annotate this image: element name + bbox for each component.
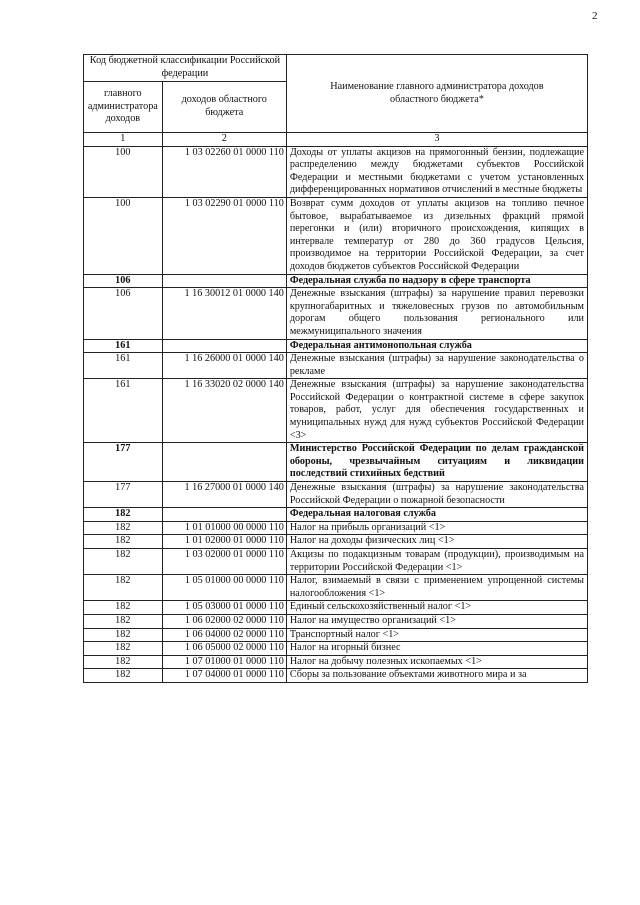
admin-code-cell: 182: [84, 601, 163, 615]
income-name-cell: Министерство Российской Федерации по делам гражданской обороны, чрезвычайным ситуациям и ликвидации последствий стихийных бедствий: [286, 443, 587, 482]
income-name-cell: Акцизы по подакцизным товарам (продукции), производимым на территории Российской Федерации <1>: [286, 549, 587, 575]
income-code-cell: 1 06 02000 02 0000 110: [162, 614, 286, 628]
admin-code-cell: 182: [84, 642, 163, 656]
income-name-cell: Денежные взыскания (штрафы) за нарушение законодательства о рекламе: [286, 353, 587, 379]
table-row: [84, 146, 588, 197]
income-code-cell: 1 07 04000 01 0000 110: [162, 669, 286, 683]
table-row: [84, 353, 588, 379]
income-code-cell: 1 03 02260 01 0000 110: [162, 146, 286, 197]
income-name-cell: Налог на игорный бизнес: [286, 642, 587, 656]
income-code-cell: 1 03 02000 01 0000 110: [162, 549, 286, 575]
table-row: [84, 443, 588, 482]
income-name-cell: Налог на имущество организаций <1>: [286, 614, 587, 628]
admin-code-cell: 106: [84, 288, 163, 339]
table-row: [84, 339, 588, 353]
page-number: 2: [592, 10, 598, 22]
income-code-cell: 1 05 03000 01 0000 110: [162, 601, 286, 615]
admin-code-cell: 177: [84, 443, 163, 482]
income-name-cell: Налог на доходы физических лиц <1>: [286, 535, 587, 549]
table-row: [84, 642, 588, 656]
header-admin-cell: главного администратора доходов: [84, 82, 163, 133]
income-name-cell: Денежные взыскания (штрафы) за нарушение законодательства Российской Федерации о контрактной системе в сфере закупок товаров, работ, услуг для обеспечения государственных и муниципальных нужд для нужд субъектов Российской Федерации <3>: [286, 379, 587, 443]
income-name-cell: Транспортный налог <1>: [286, 628, 587, 642]
income-code-cell: [162, 508, 286, 522]
column-number-3: 3: [286, 133, 587, 147]
admin-code-cell: 182: [84, 535, 163, 549]
income-name-cell: Налог на добычу полезных ископаемых <1>: [286, 655, 587, 669]
header-row-group: [84, 55, 588, 82]
budget-classification-table: [83, 54, 588, 683]
admin-code-cell: 182: [84, 655, 163, 669]
admin-code-cell: 182: [84, 669, 163, 683]
admin-code-cell: 106: [84, 274, 163, 288]
income-name-cell: Налог на прибыль организаций <1>: [286, 521, 587, 535]
table-row: [84, 521, 588, 535]
table-row: [84, 508, 588, 522]
table-row: [84, 669, 588, 683]
income-code-cell: 1 16 26000 01 0000 140: [162, 353, 286, 379]
table-row: [84, 601, 588, 615]
income-name-cell: Налог, взимаемый в связи с применением упрощенной системы налогообложения <1>: [286, 575, 587, 601]
income-code-cell: [162, 274, 286, 288]
admin-code-cell: 177: [84, 482, 163, 508]
income-name-cell: Денежные взыскания (штрафы) за нарушение правил перевозки крупногабаритных и тяжеловесных грузов по автомобильным дорогам общего пользования регионального или межмуниципального значения: [286, 288, 587, 339]
income-code-cell: 1 05 01000 00 0000 110: [162, 575, 286, 601]
table-row: [84, 628, 588, 642]
admin-code-cell: 182: [84, 628, 163, 642]
income-code-cell: 1 06 04000 02 0000 110: [162, 628, 286, 642]
income-code-cell: 1 16 30012 01 0000 140: [162, 288, 286, 339]
table-row: [84, 655, 588, 669]
admin-code-cell: 161: [84, 353, 163, 379]
table-row: [84, 274, 588, 288]
income-code-cell: 1 16 27000 01 0000 140: [162, 482, 286, 508]
income-name-cell: Доходы от уплаты акцизов на прямогонный бензин, подлежащие распределению между бюджетами субъектов Российской Федерации и местными бюджетами с учетом установленных дифференцированных нормативов отчислений в местные бюджеты: [286, 146, 587, 197]
header-name-cell: Наименование главного администратора доходов областного бюджета*: [286, 55, 587, 133]
table-row: [84, 549, 588, 575]
income-code-cell: 1 01 02000 01 0000 110: [162, 535, 286, 549]
admin-code-cell: 182: [84, 614, 163, 628]
admin-code-cell: 182: [84, 549, 163, 575]
income-code-cell: 1 03 02290 01 0000 110: [162, 197, 286, 274]
admin-code-cell: 100: [84, 197, 163, 274]
table-row: [84, 482, 588, 508]
admin-code-cell: 182: [84, 521, 163, 535]
income-code-cell: 1 07 01000 01 0000 110: [162, 655, 286, 669]
table-body: [84, 146, 588, 682]
table-row: [84, 288, 588, 339]
income-code-cell: [162, 443, 286, 482]
column-number-2: 2: [162, 133, 286, 147]
admin-code-cell: 182: [84, 508, 163, 522]
income-code-cell: 1 06 05000 02 0000 110: [162, 642, 286, 656]
header-code-cell: доходов областного бюджета: [162, 82, 286, 133]
income-name-cell: Федеральная налоговая служба: [286, 508, 587, 522]
admin-code-cell: 100: [84, 146, 163, 197]
income-code-cell: 1 16 33020 02 0000 140: [162, 379, 286, 443]
income-name-cell: Единый сельскохозяйственный налог <1>: [286, 601, 587, 615]
table-row: [84, 535, 588, 549]
income-name-cell: Федеральная служба по надзору в сфере транспорта: [286, 274, 587, 288]
income-code-cell: 1 01 01000 00 0000 110: [162, 521, 286, 535]
income-name-cell: Сборы за пользование объектами животного мира и за: [286, 669, 587, 683]
header-group-cell: Код бюджетной классификации Российской федерации: [84, 55, 287, 82]
table-row: [84, 575, 588, 601]
income-name-cell: Федеральная антимонопольная служба: [286, 339, 587, 353]
income-code-cell: [162, 339, 286, 353]
table-row: [84, 197, 588, 274]
admin-code-cell: 161: [84, 339, 163, 353]
income-name-cell: Денежные взыскания (штрафы) за нарушение законодательства Российской Федерации о пожарной безопасности: [286, 482, 587, 508]
income-name-cell: Возврат сумм доходов от уплаты акцизов на топливо печное бытовое, вырабатываемое из дизельных фракций прямой перегонки и (или) вторичного происхождения, кипящих в интервале температур от 280 до 360 градусов Цельсия, производимое на территории Российской Федерации, за счет доходов бюджетов субъектов Российской Федерации: [286, 197, 587, 274]
column-number-1: 1: [84, 133, 163, 147]
admin-code-cell: 161: [84, 379, 163, 443]
table-row: [84, 614, 588, 628]
admin-code-cell: 182: [84, 575, 163, 601]
column-number-row: [84, 133, 588, 147]
table-row: [84, 379, 588, 443]
